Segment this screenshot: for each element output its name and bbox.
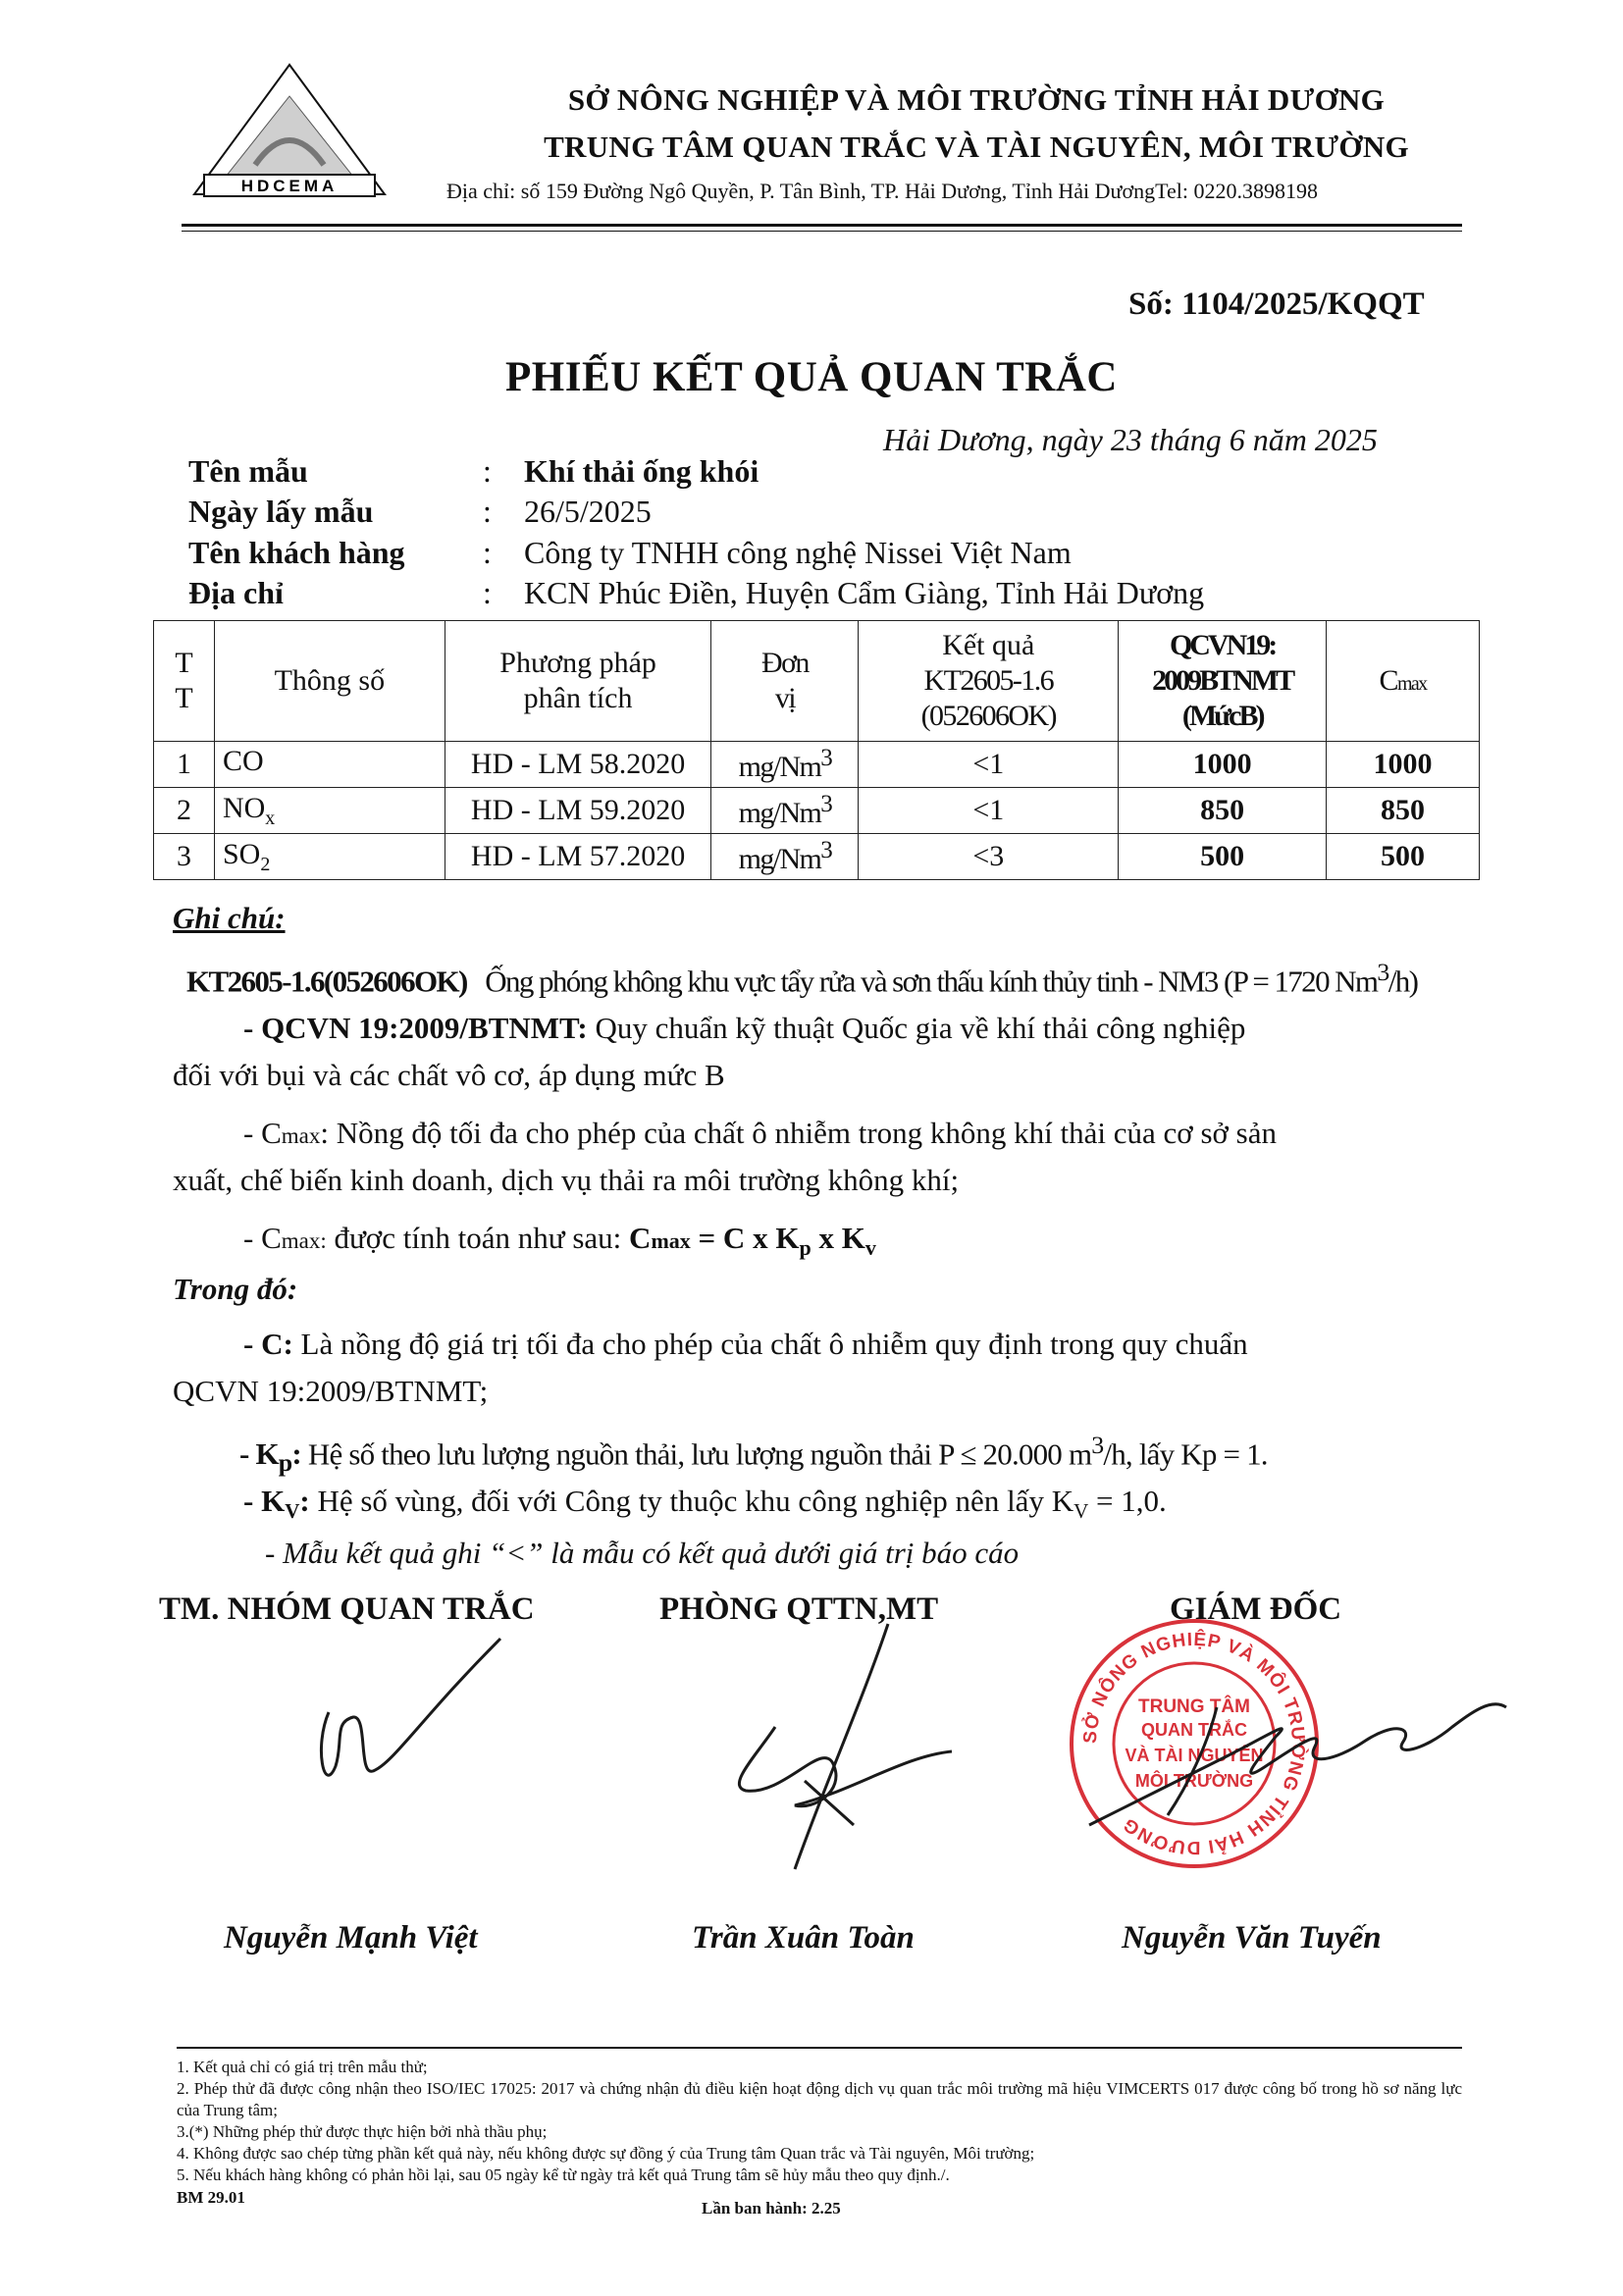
info-label: Ngày lấy mẫu [188,494,374,529]
note-sample-code: KT2605-1.6(052606OK) Ống phóng không khu vực tẩy rửa và sơn thấu kính thủy tinh - NM3 (P = 1720 Nm$^3$/h) [186,958,1418,999]
note-qcvn-cont: đối với bụi và các chất vô cơ, áp dụng mức B [173,1058,725,1092]
signature-title-monitoring-group: TM. NHÓM QUAN TRẮC [159,1592,535,1627]
sample-description: Ống phóng không khu vực tẩy rửa và sơn thấu kính thủy tinh - NM3 (P = 1720 Nm [485,964,1378,999]
address-text: Địa chỉ: số 159 Đường Ngô Quyền, P. Tân Bình, TP. Hải Dương, Tỉnh Hải Dương [446,179,1156,203]
info-row-customer [188,535,1072,571]
cell-tt: 3 [154,834,215,880]
signature-title-director: GIÁM ĐỐC [1170,1592,1342,1627]
info-label: Tên khách hàng [188,535,405,570]
stamp-center-line-3: VÀ TÀI NGUYÊN [1125,1746,1264,1765]
cell-qcvn: 1000 [1119,742,1327,788]
results-table [153,620,1480,880]
cell-qcvn: 500 [1119,834,1327,880]
note-kp-definition: - $K_p$: Hệ số theo lưu lượng nguồn thải, lưu lượng nguồn thải P ≤ 20.000 $m^3/h$, lấy Kp = 1. [239,1431,1268,1478]
signature-title-department: PHÒNG QTTN,MT [659,1592,939,1627]
signature-2-graphic [707,1619,981,1884]
cell-qcvn: 850 [1119,788,1327,834]
header-unit: Đơn vị [711,621,859,742]
table-row [154,834,1480,880]
info-colon: : [483,535,492,570]
cell-cmax: 500 [1327,834,1480,880]
logo-text: HDCEMA [240,177,339,195]
table-row [154,788,1480,834]
info-row-sample-name [188,453,759,490]
header-qcvn: QCVN19: 2009BTNMT (MứcB) [1119,621,1327,742]
info-colon: : [483,494,492,529]
form-code: BM 29.01 [177,2188,245,2207]
cell-method: HD - LM 57.2020 [445,834,711,880]
info-row-address [188,575,1204,611]
note-cmax-definition-cont: xuất, chế biến kinh doanh, dịch vụ thải ra môi trường không khí; [173,1163,960,1197]
header-method: Phương pháp phân tích [445,621,711,742]
stamp-center-line-1: TRUNG TÂM [1138,1696,1250,1717]
sample-code: KT2605-1.6(052606OK) [186,964,467,999]
cell-cmax: 1000 [1327,742,1480,788]
signature-name-director: Nguyễn Văn Tuyến [1122,1920,1382,1956]
cell-tt: 2 [154,788,215,834]
stamp-center-line-2: QUAN TRẮC [1141,1720,1247,1740]
signature-3-graphic [1070,1668,1521,1845]
info-colon: : [483,575,492,610]
document-title: PHIẾU KẾT QUẢ QUAN TRẮC [505,354,1118,400]
footer-note-1: 1. Kết quả chỉ có giá trị trên mẫu thử; [177,2058,428,2076]
cell-method: HD - LM 58.2020 [445,742,711,788]
document-number: Số: 1104/2025/KQQT [1128,287,1425,322]
info-value: KCN Phúc Điền, Huyện Cẩm Giàng, Tỉnh Hải Dương [524,575,1205,610]
phone-text: Tel: 0220.3898198 [1155,179,1319,203]
cell-unit: mg/Nm$^3$ [711,834,859,880]
qcvn-text: Quy chuẩn kỹ thuật Quốc gia về khí thải công nghiệp [595,1011,1246,1045]
header-parameter: Thông số [214,621,445,742]
footer-divider [177,2047,1462,2049]
cell-result: <3 [859,834,1119,880]
stamp-center-line-4: MÔI TRƯỜNG [1134,1771,1254,1791]
stamp-ring-text: SỞ NÔNG NGHIỆP VÀ MÔI TRƯỜNG TỈNH HẢI DƯƠNG [1079,1629,1309,1858]
note-c-definition: - C: Là nồng độ giá trị tối đa cho phép của chất ô nhiễm quy định trong quy chuẩn [243,1327,1248,1361]
header-cmax: Cmax [1327,621,1480,742]
cell-parameter: $SO_2$ [214,834,445,880]
signature-1-graphic [314,1629,510,1805]
formula: Cmax = C x $K_p$ x $K_v$ [629,1221,876,1261]
table-row [154,742,1480,788]
cell-unit: mg/Nm$^3$ [711,742,859,788]
info-label: Tên mẫu [188,453,308,489]
cell-cmax: 850 [1327,788,1480,834]
footer-note-5: 5. Nếu khách hàng không có phản hồi lại, sau 05 ngày kể từ ngày trả kết quả Trung tâm sẽ hủy mẫu theo quy định./. [177,2166,950,2184]
signature-name-monitoring-group: Nguyễn Mạnh Việt [224,1920,478,1956]
note-cmax-definition: - Cmax: Nồng độ tối đa cho phép của chất ô nhiễm trong không khí thải của cơ sở sản [243,1116,1277,1150]
header-divider-thick [182,224,1462,227]
cell-result: <1 [859,742,1119,788]
notes-heading: Ghi chú: [173,901,286,935]
info-value: Công ty TNHH công nghệ Nissei Việt Nam [524,535,1072,570]
org-address [446,179,1318,204]
org-line-1: SỞ NÔNG NGHIỆP VÀ MÔI TRƯỜNG TỈNH HẢI DƯƠNG [567,82,1386,117]
org-line-2: TRUNG TÂM QUAN TRẮC VÀ TÀI NGUYÊN, MÔI TRƯỜNG [544,130,1409,164]
cell-result: <1 [859,788,1119,834]
cell-parameter: CO [214,742,445,788]
trong-do-heading: Trong đó: [173,1272,298,1306]
cell-tt: 1 [154,742,215,788]
header-divider-thin [182,231,1462,232]
table-header-row [154,621,1480,742]
note-c-definition-cont: QCVN 19:2009/BTNMT; [173,1374,489,1408]
header-result: Kết quả KT2605-1.6 (052606OK) [859,621,1119,742]
footer-note-3: 3.(*) Những phép thử được thực hiện bởi nhà thầu phụ; [177,2122,548,2141]
info-value: 26/5/2025 [524,494,652,529]
note-kv-definition: - $K_V$: Hệ số vùng, đối với Công ty thuộc khu công nghiệp nên lấy $K_V = 1,0$. [243,1484,1167,1524]
info-value: Khí thải ống khói [524,453,759,489]
info-label: Địa chỉ [188,575,284,610]
organization-logo [186,57,393,214]
edition-number: Lần ban hành: 2.25 [702,2199,841,2218]
qcvn-label: - QCVN 19:2009/BTNMT: [243,1011,588,1045]
info-colon: : [483,453,492,489]
signature-name-department: Trần Xuân Toàn [692,1920,915,1956]
footer-note-2: 2. Phép thử đã được công nhận theo ISO/IEC 17025: 2017 và chứng nhận đủ điều kiện hoạt động dịch vụ quan trắc môi trường mã hiệu VIMCERTS 017 được công bố trong hồ sơ năng lực của Trung tâm; [177,2079,1462,2119]
cell-method: HD - LM 59.2020 [445,788,711,834]
note-qcvn [243,1011,1245,1046]
header-tt: T T [154,621,215,742]
cell-unit: mg/Nm$^3$ [711,788,859,834]
document-date: Hải Dương, ngày 23 tháng 6 năm 2025 [883,422,1378,457]
footer-note-4: 4. Không được sao chép từng phần kết quả này, nếu không được sự đồng ý của Trung tâm Quan trắc và Tài nguyên, Môi trường; [177,2144,1035,2163]
info-row-sample-date [188,494,652,530]
note-cmax-formula: - Cmax: được tính toán như sau: Cmax = C x $K_p$ x $K_v$ [243,1221,876,1261]
cell-parameter: $NO_x$ [214,788,445,834]
note-less-than: - Mẫu kết quả ghi “<” là mẫu có kết quả dưới giá trị báo cáo [265,1536,1020,1570]
